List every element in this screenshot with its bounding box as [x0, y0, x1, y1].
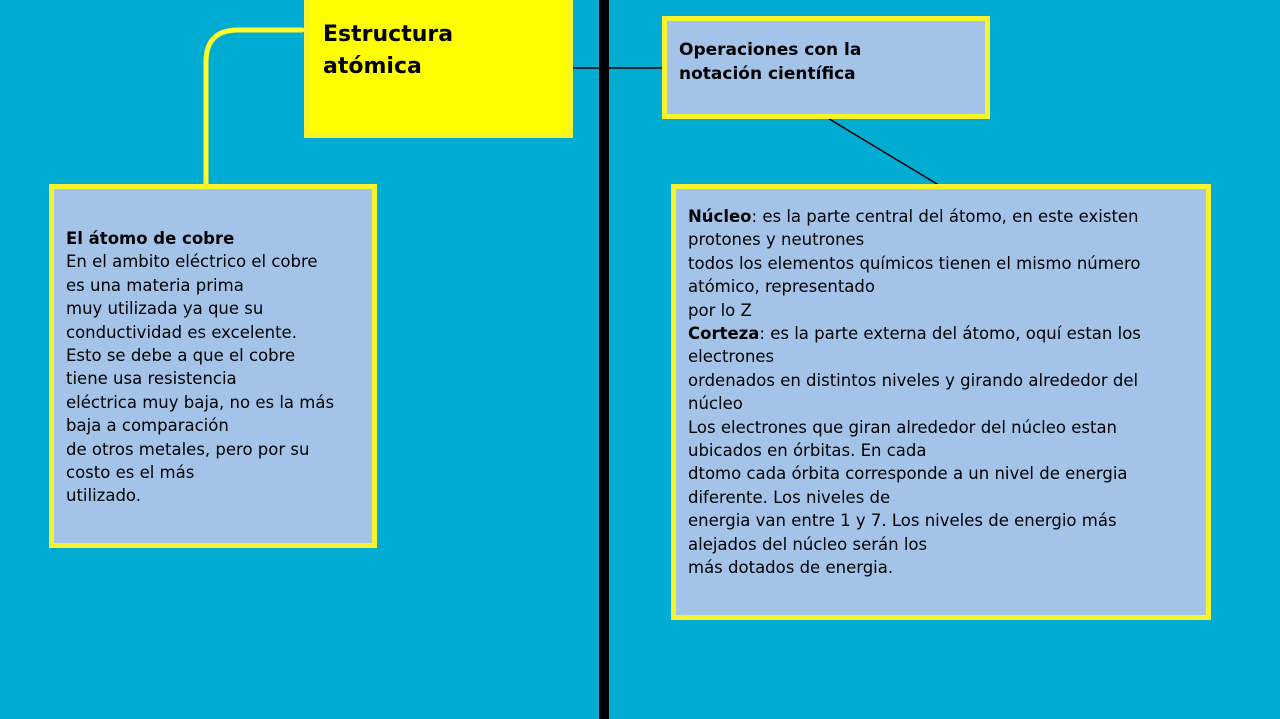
connector-title-to-copper	[206, 30, 302, 186]
copper-atom-node[interactable]	[49, 184, 377, 548]
connector-operations-to-nucleus	[826, 117, 942, 187]
nucleus-cortex-node[interactable]	[671, 184, 1211, 620]
cortex-definition: : es la parte externa del átomo, oquí estan los	[759, 324, 1141, 344]
cortex-line: ordenados en distintos niveles y girando alrededor del	[688, 370, 1139, 390]
copper-line: baja a comparación	[66, 416, 229, 436]
nucleus-line: protones y neutrones	[688, 230, 865, 250]
copper-line: tiene usa resistencia	[66, 369, 237, 389]
copper-line: Esto se debe a que el cobre	[66, 346, 296, 366]
central-topic-node[interactable]	[304, 0, 573, 138]
operations-node-text: Operaciones con la notación científica	[679, 40, 862, 84]
cortex-line: núcleo	[688, 394, 743, 414]
operations-node[interactable]	[662, 16, 990, 119]
cortex-line: más dotados de energia.	[688, 558, 894, 578]
nucleus-cortex-text	[688, 205, 1196, 580]
copper-line: utilizado.	[66, 486, 141, 506]
nucleus-term: Núcleo	[688, 207, 752, 226]
cortex-line: alejados del núcleo serán los	[688, 534, 928, 554]
copper-atom-text	[66, 227, 362, 508]
cortex-line: ubicados en órbitas. En cada	[688, 441, 927, 461]
central-topic-text: Estructura atómica	[323, 22, 454, 79]
nucleus-line: atómico, representado	[688, 277, 875, 297]
center-divider	[599, 0, 609, 719]
cortex-line: energia van entre 1 y 7. Los niveles de energio más	[688, 511, 1117, 531]
cortex-line: Los electrones que giran alrededor del núcleo estan	[688, 417, 1118, 437]
cortex-line: electrones	[688, 347, 775, 367]
cortex-line: diferente. Los niveles de	[688, 487, 891, 507]
nucleus-line: todos los elementos químicos tienen el mismo número	[688, 253, 1141, 273]
nucleus-line: por lo Z	[688, 300, 752, 320]
copper-line: En el ambito eléctrico el cobre	[66, 252, 318, 272]
copper-line: de otros metales, pero por su	[66, 439, 310, 459]
cortex-line	[688, 322, 1196, 345]
copper-line: eléctrica muy baja, no es la más	[66, 392, 335, 412]
copper-line: es una materia prima	[66, 275, 244, 295]
cortex-term: Corteza	[688, 324, 760, 344]
copper-line: conductividad es excelente.	[66, 322, 297, 342]
copper-atom-heading: El átomo de cobre	[66, 229, 235, 248]
nucleus-definition: : es la parte central del átomo, en este existen	[751, 207, 1139, 226]
nucleus-line	[688, 205, 1196, 228]
copper-line: muy utilizada ya que su	[66, 299, 264, 319]
copper-line: costo es el más	[66, 463, 195, 483]
cortex-line: dtomo cada órbita corresponde a un nivel de energia	[688, 464, 1128, 484]
